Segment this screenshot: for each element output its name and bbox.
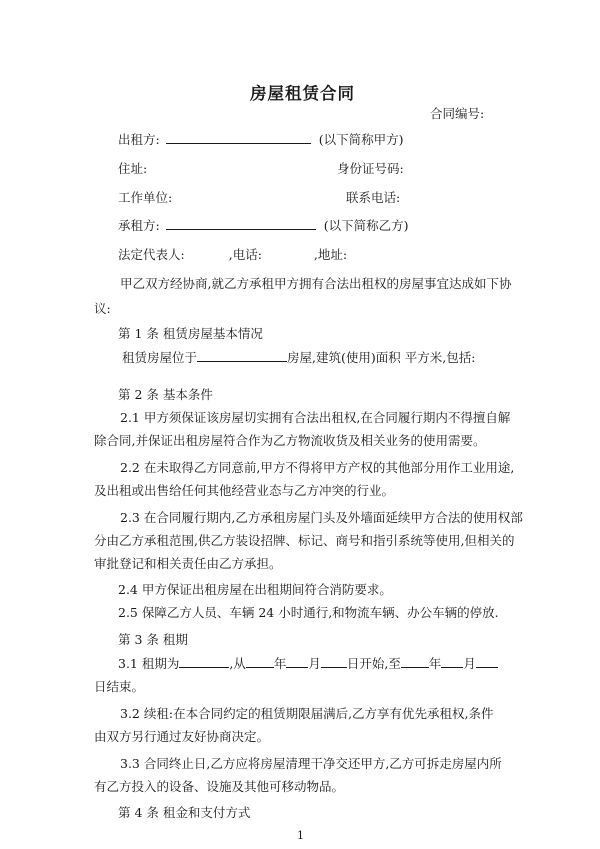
contract-number-label: 合同编号:: [430, 106, 485, 121]
start-end-label: 日开始,至: [346, 656, 401, 671]
clause-3-2-line-2: 由双方另行通过友好协商决定。: [94, 729, 270, 744]
start-day-blank: [321, 655, 347, 668]
end-month-blank: [441, 655, 463, 668]
clause-2-2-line-1: 2.2 在未取得乙方同意前,甲方不得将甲方产权的其他部分用作工业用途,: [120, 460, 515, 475]
article-3-title: 第 3 条 租期: [118, 632, 188, 647]
end-year-blank: [401, 655, 429, 668]
page-number: 1: [297, 829, 304, 842]
representative-line: [118, 245, 347, 263]
article-1-body: [122, 348, 475, 366]
clause-2-4: 2.4 甲方保证出租房屋在出租期间符合消防要求。: [118, 582, 392, 597]
article-2-title: 第 2 条 基本条件: [118, 387, 213, 402]
clause-2-3-line-1: 2.3 在合同履行期内,乙方承租房屋门头及外墙面延续甲方合法的使用权部: [120, 510, 523, 525]
start-month-blank: [286, 655, 308, 668]
clause-3-2-line-1: 3.2 续租:在本合同约定的租赁期限届满后,乙方享有优先承租权,条件: [120, 706, 494, 721]
lessor-address-label: 住址:: [118, 161, 148, 176]
lessor-id-label: 身份证号码:: [337, 161, 404, 176]
intro-line-2: 议:: [94, 301, 111, 316]
intro-line-1: 甲乙双方经协商,就乙方承租甲方拥有合法出租权的房屋事宜达成如下协: [120, 276, 512, 291]
clause-3-3-line-2: 有乙方投入的设备、设施及其他可移动物品。: [94, 779, 345, 794]
lessee-blank: [166, 217, 316, 230]
end-day-blank: [476, 655, 498, 668]
clause-2-2-line-2: 及出租或出售给任何其他经营业态与乙方冲突的行业。: [94, 483, 395, 498]
lessor-blank: [166, 131, 311, 144]
year-label-2: 年: [428, 656, 442, 671]
lessor-line: [118, 130, 403, 148]
lessee-suffix: (以下简称乙方): [323, 218, 409, 233]
month-label-2: 月: [463, 656, 476, 671]
rep-address-label: ,地址:: [313, 247, 348, 262]
document-title: 房屋租赁合同: [250, 84, 355, 103]
lessor-suffix: (以下简称甲方): [318, 132, 404, 147]
month-label-1: 月: [308, 656, 321, 671]
article-1-location-label: 租赁房屋位于: [122, 350, 198, 365]
article-1-title: 第 1 条 租赁房屋基本情况: [118, 326, 263, 341]
lessor-label: 出租方:: [118, 132, 160, 147]
start-year-blank: [246, 655, 274, 668]
clause-3-1-line-1: [118, 654, 498, 672]
term-blank: [179, 655, 229, 668]
clause-2-1-line-1: 2.1 甲方须保证该房屋切实拥有合法出租权,在合同履行期内不得擅自解: [120, 410, 511, 425]
location-blank: [197, 349, 287, 362]
lessee-label: 承租方:: [118, 218, 160, 233]
clause-2-1-line-2: 除合同,并保证出租房屋符合作为乙方物流收货及相关业务的使用需要。: [94, 433, 486, 448]
rep-phone-label: ,电话:: [228, 247, 262, 262]
clause-2-5: 2.5 保障乙方人员、车辆 24 小时通行,和物流车辆、办公车辆的停放.: [118, 605, 499, 620]
term-label: 3.1 租期为: [118, 656, 180, 671]
clause-3-1-line-2: 日结束。: [94, 679, 145, 694]
phone-label: 联系电话:: [346, 190, 401, 205]
employer-label: 工作单位:: [118, 190, 173, 205]
article-1-area-text: 房屋,建筑(使用)面积 平方米,包括:: [287, 350, 476, 365]
article-4-title: 第 4 条 租金和支付方式: [118, 805, 251, 820]
clause-2-3-line-2: 分由乙方承租范围,供乙方装设招牌、标记、商号和指引系统等使用,但相关的: [94, 533, 515, 548]
lessee-line: [118, 216, 408, 234]
year-label-1: 年: [273, 656, 287, 671]
clause-2-3-line-3: 审批登记和相关责任由乙方承担。: [94, 556, 282, 571]
rep-label: 法定代表人:: [118, 247, 185, 262]
clause-3-3-line-1: 3.3 合同终止日,乙方应将房屋清理干净交还甲方,乙方可拆走房屋内所: [120, 756, 502, 771]
from-label: ,从: [229, 656, 246, 671]
